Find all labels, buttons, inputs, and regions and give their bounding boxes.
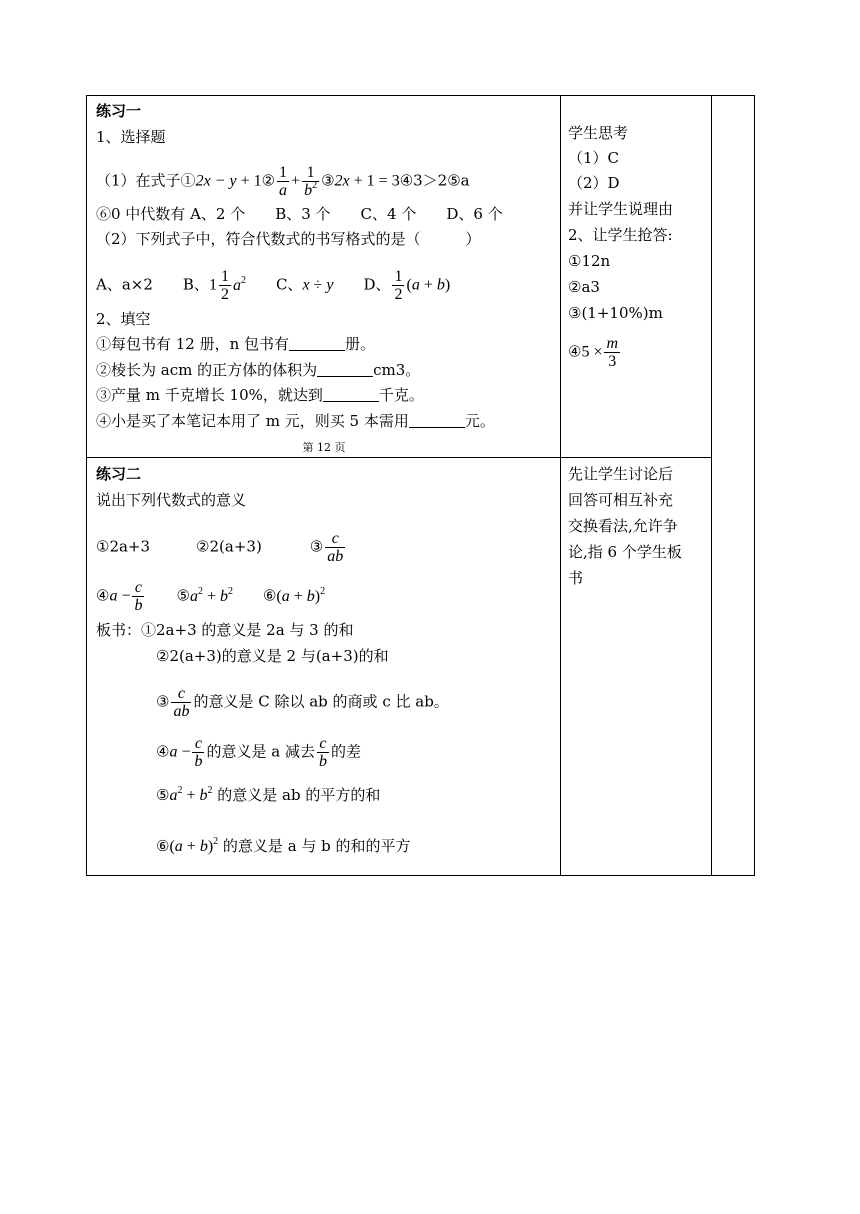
fraction-c-over-ab: $\frac{c}{ab}$: [327, 530, 344, 565]
answer-blank: [409, 413, 465, 428]
fraction-c-over-b: $\frac{c}{b}$: [318, 735, 327, 770]
board-line-6: ⑥(a + b)$^2$ 的意义是 a 与 b 的和的平方: [156, 836, 411, 855]
expression-row-2: ④a − $\frac{c}{b}$ $⑤a^2 + b^2$ ⑥(a + b)$^2$: [96, 579, 326, 614]
answer-blank: [317, 362, 373, 377]
fill-item-3: ③产量 m 千克增长 10%，就达到 千克。: [96, 386, 424, 404]
lesson-table: [86, 95, 755, 876]
note-line: ③(1+10%)m: [568, 304, 663, 322]
page-number: 第 12 页: [302, 441, 346, 454]
note-line: 论,指 6 个学生板: [568, 543, 682, 561]
board-label: 板书：①2a+3 的意义是 2a 与 3 的和: [96, 621, 354, 639]
fraction-1-over-b2: $\frac{1}{b^2}$: [304, 164, 318, 199]
note-line: ①12n: [568, 252, 611, 270]
exercise-two-subtitle: 说出下列代数式的意义: [96, 491, 247, 509]
choice-heading: 1、选择题: [96, 128, 166, 146]
exercise-one-cell: [96, 98, 558, 456]
exercise-one-title: 练习一: [96, 102, 142, 120]
note-line: （1）C: [568, 149, 620, 167]
row-divider: [87, 457, 561, 458]
fraction-c-over-ab: $\frac{c}{ab}$: [173, 685, 190, 720]
fraction-c-over-b: $\frac{c}{b}$: [194, 735, 203, 770]
fraction-1-over-2: $\frac{1}{2}$: [220, 268, 229, 303]
note-line: （2）D: [568, 174, 620, 192]
note-line: 书: [568, 569, 584, 587]
note-line: 并让学生说理由: [568, 200, 674, 218]
fraction-m-over-3: $\frac{m}{3}$: [606, 335, 619, 370]
exercise-two-title: 练习二: [96, 465, 142, 483]
exercise-two-cell: [96, 462, 558, 872]
equation-2x-1-3: 2x + 1 = 3: [334, 172, 400, 190]
board-line-5: $⑤a^2 + b^2$ 的意义是 ab 的平方的和: [156, 785, 381, 804]
note-line: ④5 × $\frac{m}{3}$: [568, 335, 619, 370]
fill-item-2: ②棱长为 acm 的正方体的体积为 cm3。: [96, 361, 421, 379]
choice-question-2-options: A、a×2 B、1 $\frac{1}{2}$ $a^2$ C、x ÷ y D、 $\frac{1}{2}$ (a + b): [96, 268, 451, 303]
fraction-1-over-a: $\frac{1}{a}$: [279, 164, 288, 199]
note-line: 2、让学生抢答:: [568, 226, 673, 244]
note-line: 先让学生讨论后: [568, 465, 674, 483]
column-divider: [560, 96, 561, 875]
choice-question-2: （2）下列式子中，符合代数式的书写格式的是（ ）: [96, 230, 481, 248]
note-line: ②a3: [568, 278, 600, 296]
fill-item-1: ①每包书有 12 册，n 包书有 册。: [96, 335, 376, 353]
column-divider: [711, 96, 712, 875]
note-line: 学生思考: [568, 124, 629, 142]
board-line-2: ②2(a+3)的意义是 2 与(a+3)的和: [156, 647, 389, 665]
note-line: 交换看法,允许争: [568, 517, 678, 535]
note-line: 回答可相互补充: [568, 491, 674, 509]
fill-item-4: ④小是买了本笔记本用了 m 元，则买 5 本需用 元。: [96, 412, 495, 430]
fill-heading: 2、填空: [96, 310, 151, 328]
expression-2x-y-1: 2x − y + 1: [195, 172, 262, 190]
fraction-1-over-2: $\frac{1}{2}$: [394, 268, 403, 303]
expression-row-1: ①2a+3 ②2(a+3) ③ $\frac{c}{ab}$: [96, 530, 344, 565]
choice-question-1-options: ⑥0 中代数有 A、2 个 B、3 个 C、4 个 D、6 个: [96, 205, 503, 223]
answer-blank: [289, 336, 345, 351]
fraction-c-over-b: $\frac{c}{b}$: [134, 579, 143, 614]
row-divider: [561, 457, 712, 458]
answer-blank: [323, 387, 379, 402]
board-line-3: ③ $\frac{c}{ab}$ 的意义是 C 除以 ab 的商或 c 比 ab。: [156, 685, 449, 720]
choice-question-1: （1）在式子①2x − y + 1② $\frac{1}{a}$ + $\frac{1}{b^2}$ ③2x + 1 = 3④3＞2⑤a: [96, 164, 470, 199]
board-line-4: ④a − $\frac{c}{b}$ 的意义是 a 减去 $\frac{c}{b}$ 的差: [156, 735, 361, 770]
